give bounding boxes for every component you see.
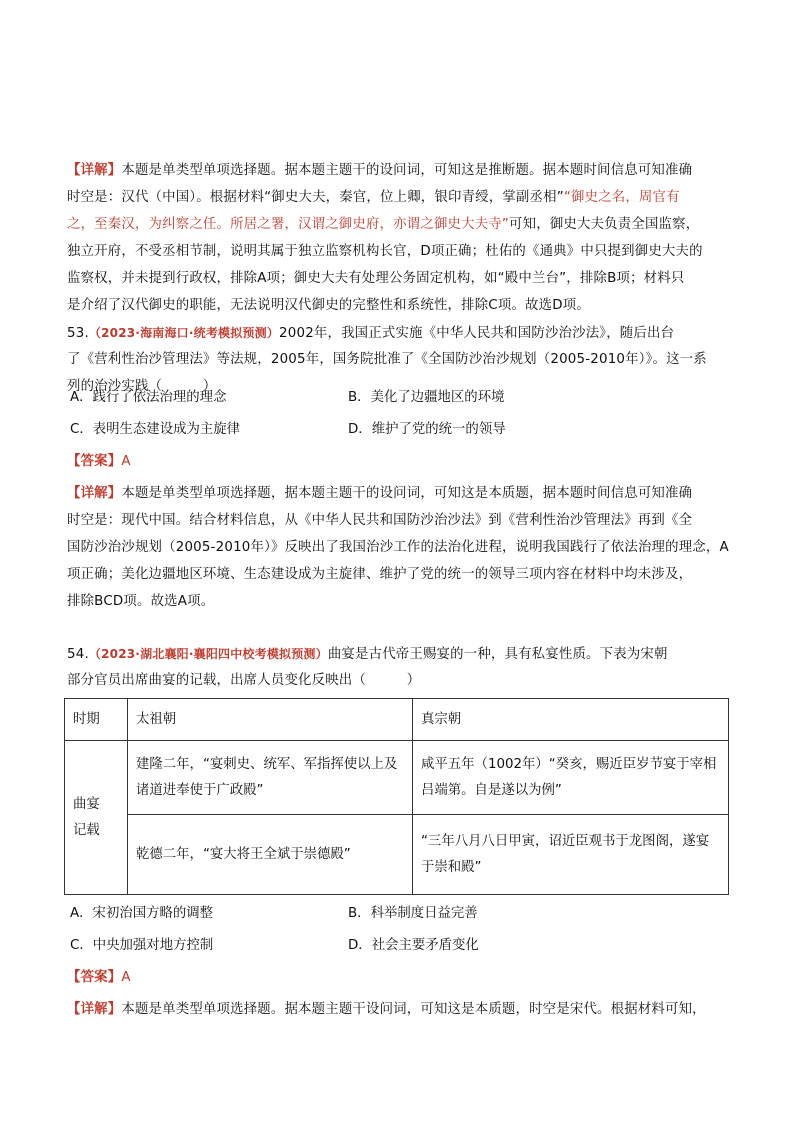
- q53-option-d: D．维护了党的统一的领导: [348, 422, 506, 437]
- q54-detail: 【详解】本题是单类型单项选择题。据本题主题干设问词，可知这是本质题，时空是宋代。根据材料可知，: [67, 1002, 706, 1017]
- detail-line: 监察权，并未提到行政权，排除A项；御史大夫有处理公务固定机构，如“殿中兰台”，排除B项；材料只: [67, 271, 685, 286]
- q54-option-a: A．宋初治国方略的调整: [70, 906, 214, 921]
- detail-line: 之，至秦汉，为纠察之任。所居之署，汉谓之御史府，亦谓之御史大夫寺”可知，御史大夫负责全国监察，: [67, 217, 700, 232]
- q53-detail: 项正确；美化边疆地区环境、生态建设成为主旋律、维护了党的统一的领导三项内容在材料中均未涉及，: [67, 567, 693, 582]
- cell-zhenzong-1: [413, 741, 729, 815]
- question-54-stem: 部分官员出席曲宴的记载，出席人员变化反映出（ ）: [67, 673, 421, 688]
- cell-text: 诸道进奉使于广政殿”: [136, 782, 264, 798]
- q54-option-b: B．科举制度日益完善: [348, 906, 478, 921]
- header-period: 时期: [65, 699, 128, 741]
- q54-option-d: D．社会主要矛盾变化: [348, 938, 479, 953]
- header-taizu: 太祖朝: [128, 699, 413, 741]
- row-label: [65, 741, 128, 895]
- q53-option-c: C．表明生态建设成为主旋律: [70, 422, 241, 437]
- q54-option-c: C．中央加强对地方控制: [70, 938, 214, 953]
- cell-zhenzong-2: [413, 815, 729, 895]
- detail-line: 时空是：汉代（中国）。根据材料“御史大夫，秦官，位上卿，银印青绶，掌副丞相”“御史之名，周官有: [67, 190, 680, 205]
- question-53-stem: 53.（2023·海南海口·统考模拟预测）2002年，我国正式实施《中华人民共和国防沙治沙法》，随后出台: [67, 326, 675, 341]
- cell-text: 咸平五年（1002年）“癸亥，赐近臣岁节宴于宰相: [421, 756, 717, 772]
- row-label-line: 曲宴: [73, 796, 100, 812]
- detail-line: 【详解】本题是单类型单项选择题。据本题主题干的设问词，可知这是推断题。据本题时间信息可知准确: [67, 163, 693, 178]
- q53-option-b: B．美化了边疆地区的环境: [348, 390, 505, 405]
- cell-text: 吕端第。自是遂以为例”: [421, 782, 562, 798]
- detail-line: 是介绍了汉代御史的职能，无法说明汉代御史的完整性和系统性，排除C项。故选D项。: [67, 298, 590, 313]
- detail-line: 独立开府，不受丞相节制，说明其属于独立监察机构长官，D项正确；杜佑的《通典》中只提到御史大夫的: [67, 244, 703, 259]
- cell-text: 于崇和殿”: [421, 859, 482, 875]
- q53-detail: 【详解】本题是单类型单项选择题，据本题主题干的设问词，可知这是本质题，据本题时间信息可知准确: [67, 486, 693, 501]
- cell-text: 建隆二年，“宴刺史、统军、军指挥使以上及: [136, 756, 398, 772]
- row-label-line: 记载: [73, 822, 100, 838]
- q53-detail: 排除BCD项。故选A项。: [67, 594, 215, 609]
- banquet-table: [64, 698, 729, 895]
- cell-taizu-2: 乾德二年，“宴大将王全斌于崇德殿”: [128, 815, 413, 895]
- question-54-stem: 54.（2023·湖北襄阳·襄阳四中校考模拟预测）曲宴是古代帝王赐宴的一种，具有私宴性质。下表为宋朝: [67, 647, 668, 662]
- q54-answer: 【答案】A: [67, 970, 131, 985]
- header-zhenzong: 真宗朝: [413, 699, 729, 741]
- q53-detail: 时空是：现代中国。结合材料信息，从《中华人民共和国防沙治沙法》到《营利性治沙管理法》再到《全: [67, 513, 693, 528]
- question-53-stem: 列的治沙实践（ ）: [67, 379, 217, 394]
- question-53-stem: 了《营利性治沙管理法》等法规，2005年，国务院批准了《全国防沙治沙规划（2005-2010年）》。这一系: [67, 352, 707, 367]
- q53-detail: 国防沙治沙规划（2005-2010年）》反映出了我国治沙工作的法治化进程，说明我国践行了依法治理的理念，A: [67, 540, 729, 555]
- cell-text: “三年八月八日甲寅，诏近臣观书于龙图阁，遂宴: [421, 833, 710, 849]
- q53-option-a: A．践行了依法治理的理念: [70, 390, 227, 405]
- q53-answer: 【答案】A: [67, 454, 131, 469]
- cell-taizu-1: [128, 741, 413, 815]
